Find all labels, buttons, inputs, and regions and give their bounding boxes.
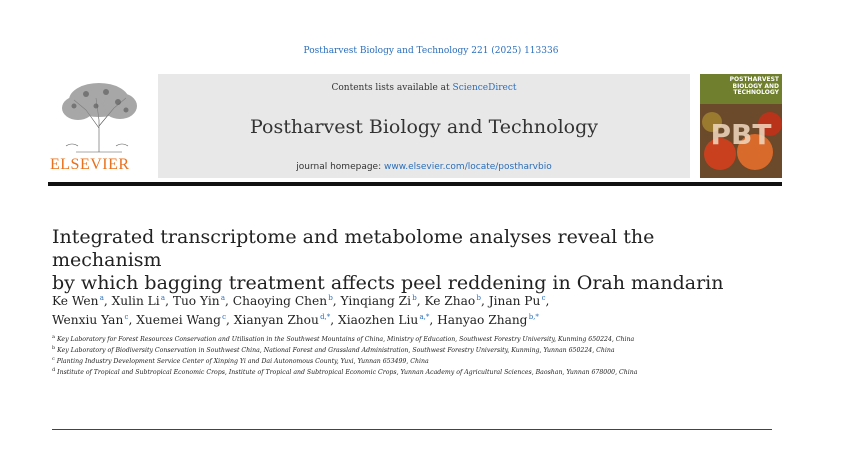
author-affiliation-marker[interactable]: c xyxy=(541,294,546,302)
author-name[interactable]: Ke Wen xyxy=(52,294,99,309)
author-name[interactable]: Jinan Pu xyxy=(488,294,541,309)
author-name[interactable]: Xulin Li xyxy=(111,294,160,309)
author-name[interactable]: Chaoying Chen xyxy=(232,294,328,309)
elsevier-tree-icon xyxy=(56,80,142,154)
author-affiliation-marker[interactable]: a xyxy=(220,294,226,302)
affiliation-marker: d xyxy=(52,367,56,374)
affiliation-item xyxy=(52,344,772,355)
affiliation-list xyxy=(52,333,772,377)
author-affiliation-marker[interactable]: b xyxy=(476,294,481,302)
author-affiliation-marker[interactable]: a,* xyxy=(419,313,430,322)
affiliation-text: Key Laboratory for Forest Resources Conservation and Utilisation in the Southwest Mountains of China, Ministry of Education, Southwest Forestry University, Kunming 650224, China xyxy=(56,336,635,344)
homepage-link[interactable]: www.elsevier.com/locate/postharvbio xyxy=(384,162,552,172)
contents-prefix: Contents lists available at xyxy=(331,83,453,93)
affiliation-text: Key Laboratory of Biodiversity Conservation in Southwest China, National Forest and Grassland Administration, Southwest Forestry University, Kunming, Yunnan 650224, China xyxy=(57,347,615,355)
author-affiliation-marker[interactable]: a xyxy=(160,294,166,302)
affiliation-item xyxy=(52,355,772,366)
affiliation-marker: c xyxy=(52,356,55,363)
journal-masthead xyxy=(48,70,782,182)
author-affiliation-marker[interactable]: a xyxy=(99,294,104,302)
title-line-2: by which bagging treatment affects peel reddening in Orah mandarin xyxy=(52,272,724,294)
author-name[interactable]: Hanyao Zhang xyxy=(437,313,528,328)
author-line-1: Ke Wen $^a$, Xulin Li $^a$, Tuo Yin $^a$, Chaoying Chen $^b$, Yinqiang Zi $^b$, Ke Zhao $^b$, Jinan Pu $^c$, xyxy=(52,294,550,309)
author-line-2: Wenxiu Yan $^c$, Xuemei Wang $^c$, Xianyan Zhou $^{d,*}$, Xiaozhen Liu $^{a,*}$, Hanyao Zhang $^{b,*}$ xyxy=(52,313,539,328)
affiliation-item xyxy=(52,366,772,377)
journal-cover[interactable] xyxy=(700,74,782,178)
cover-title: POSTHARVEST BIOLOGY AND TECHNOLOGY xyxy=(729,76,779,96)
journal-homepage-line xyxy=(158,162,690,172)
article-title xyxy=(52,226,752,295)
author-name[interactable]: Ke Zhao xyxy=(424,294,476,309)
affiliations-divider xyxy=(52,429,772,430)
journal-citation[interactable]: Postharvest Biology and Technology 221 (2025) 113336 xyxy=(303,46,559,56)
affiliation-item xyxy=(52,333,772,344)
elsevier-wordmark: ELSEVIER xyxy=(50,156,130,173)
sciencedirect-link[interactable]: ScienceDirect xyxy=(452,83,517,93)
homepage-prefix: journal homepage: xyxy=(296,162,384,172)
author-affiliation-marker[interactable]: b xyxy=(328,294,333,302)
author-affiliation-marker[interactable]: b,* xyxy=(528,313,539,322)
affiliation-marker: b xyxy=(52,345,56,352)
affiliation-text: Institute of Tropical and Subtropical Economic Crops, Institute of Tropical and Subtropical Economic Crops, Yunnan Academy of Agricultural Sciences, Baoshan, Yunnan 678000, China xyxy=(57,369,638,377)
author-name[interactable]: Tuo Yin xyxy=(172,294,220,309)
author-list xyxy=(52,290,772,328)
title-line-1: Integrated transcriptome and metabolome analyses reveal the mechanism xyxy=(52,226,655,271)
masthead-divider xyxy=(48,182,782,186)
author-affiliation-marker[interactable]: c xyxy=(222,313,227,322)
author-affiliation-marker[interactable]: b xyxy=(412,294,417,302)
author-affiliation-marker[interactable]: c xyxy=(124,313,129,322)
author-name[interactable]: Xiaozhen Liu xyxy=(338,313,419,328)
author-name[interactable]: Xianyan Zhou xyxy=(233,313,319,328)
cover-image xyxy=(700,104,782,178)
elsevier-logo[interactable] xyxy=(48,78,152,178)
cover-logo-letters: PBT xyxy=(710,118,772,151)
author-name[interactable]: Xuemei Wang xyxy=(136,313,221,328)
journal-title[interactable]: Postharvest Biology and Technology xyxy=(250,116,598,138)
author-name[interactable]: Yinqiang Zi xyxy=(340,294,411,309)
journal-info-panel xyxy=(158,74,690,178)
author-name[interactable]: Wenxiu Yan xyxy=(52,313,124,328)
author-affiliation-marker[interactable]: d,* xyxy=(320,313,331,322)
contents-available-line xyxy=(158,83,690,93)
affiliation-text: Planting Industry Development Service Center of Xinping Yi and Dai Autonomous County, Yuxi, Yunnan 653499, China xyxy=(56,358,429,366)
affiliation-marker: a xyxy=(52,334,55,340)
